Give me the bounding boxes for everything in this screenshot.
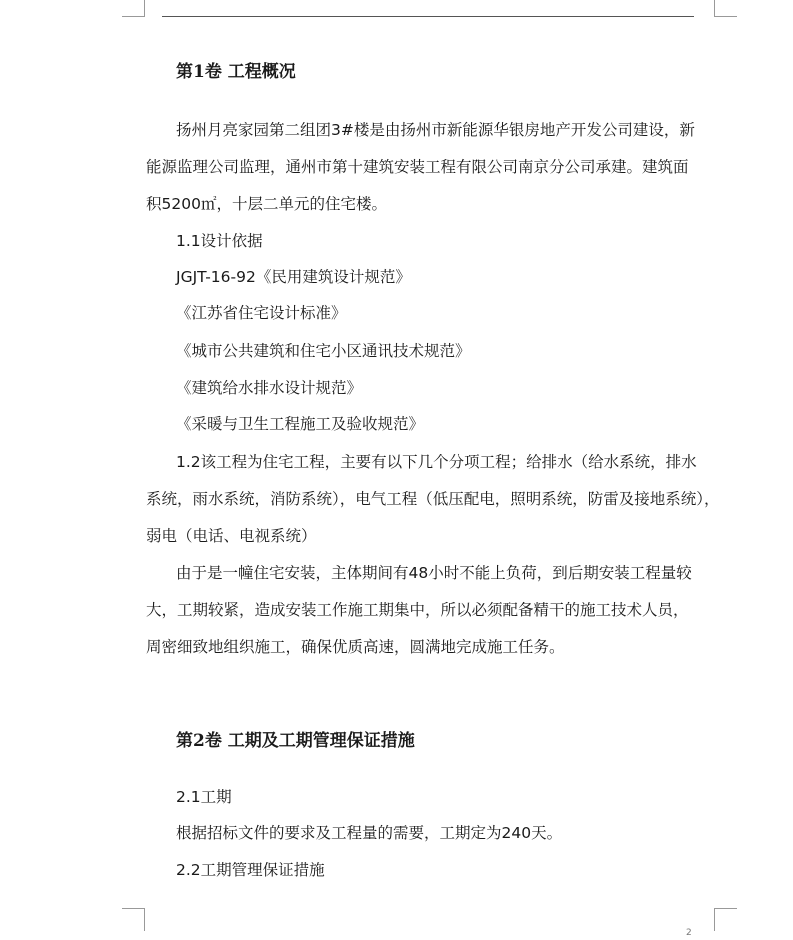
section-1-title: 第1卷 工程概况 <box>176 62 296 82</box>
paragraph-line: 由于是一幢住宅安装，主体期间有48小时不能上负荷，到后期安装工程量较 <box>176 564 692 582</box>
crop-mark-bottom-right <box>714 908 737 931</box>
paragraph-line: 1.2该工程为住宅工程，主要有以下几个分项工程；给排水（给水系统，排水 <box>176 453 697 471</box>
subheading-schedule: 2.1工期 <box>176 788 232 806</box>
paragraph-line: 周密细致地组织施工，确保优质高速，圆满地完成施工任务。 <box>146 638 565 656</box>
header-rule <box>162 16 694 17</box>
crop-mark-top-left <box>122 0 145 17</box>
subheading-design-basis: 1.1设计依据 <box>176 232 263 250</box>
paragraph-line: 扬州月亮家园第二组团3#楼是由扬州市新能源华银房地产开发公司建设，新 <box>176 121 695 139</box>
paragraph-line: 根据招标文件的要求及工程量的需要，工期定为240天。 <box>176 824 563 842</box>
reference-item: 《建筑给水排水设计规范》 <box>176 379 363 397</box>
reference-item: 《采暖与卫生工程施工及验收规范》 <box>176 415 425 433</box>
crop-mark-bottom-left <box>122 908 145 931</box>
paragraph-line: 系统，雨水系统，消防系统），电气工程（低压配电，照明系统，防雷及接地系统）， <box>146 490 720 508</box>
paragraph-line: 能源监理公司监理，通州市第十建筑安装工程有限公司南京分公司承建。建筑面 <box>146 158 689 176</box>
reference-item: JGJT-16-92《民用建筑设计规范》 <box>176 268 411 286</box>
reference-item: 《江苏省住宅设计标准》 <box>176 304 347 322</box>
page-number: 2 <box>686 928 692 938</box>
paragraph-line: 积5200㎡，十层二单元的住宅楼。 <box>146 195 387 213</box>
paragraph-line: 弱电（电话、电视系统） <box>146 527 317 545</box>
paragraph-line: 大，工期较紧，造成安装工作施工期集中，所以必须配备精干的施工技术人员， <box>146 601 689 619</box>
reference-item: 《城市公共建筑和住宅小区通讯技术规范》 <box>176 342 471 360</box>
subheading-schedule-measures: 2.2工期管理保证措施 <box>176 861 325 879</box>
section-2-title: 第2卷 工期及工期管理保证措施 <box>176 731 415 751</box>
crop-mark-top-right <box>714 0 737 17</box>
